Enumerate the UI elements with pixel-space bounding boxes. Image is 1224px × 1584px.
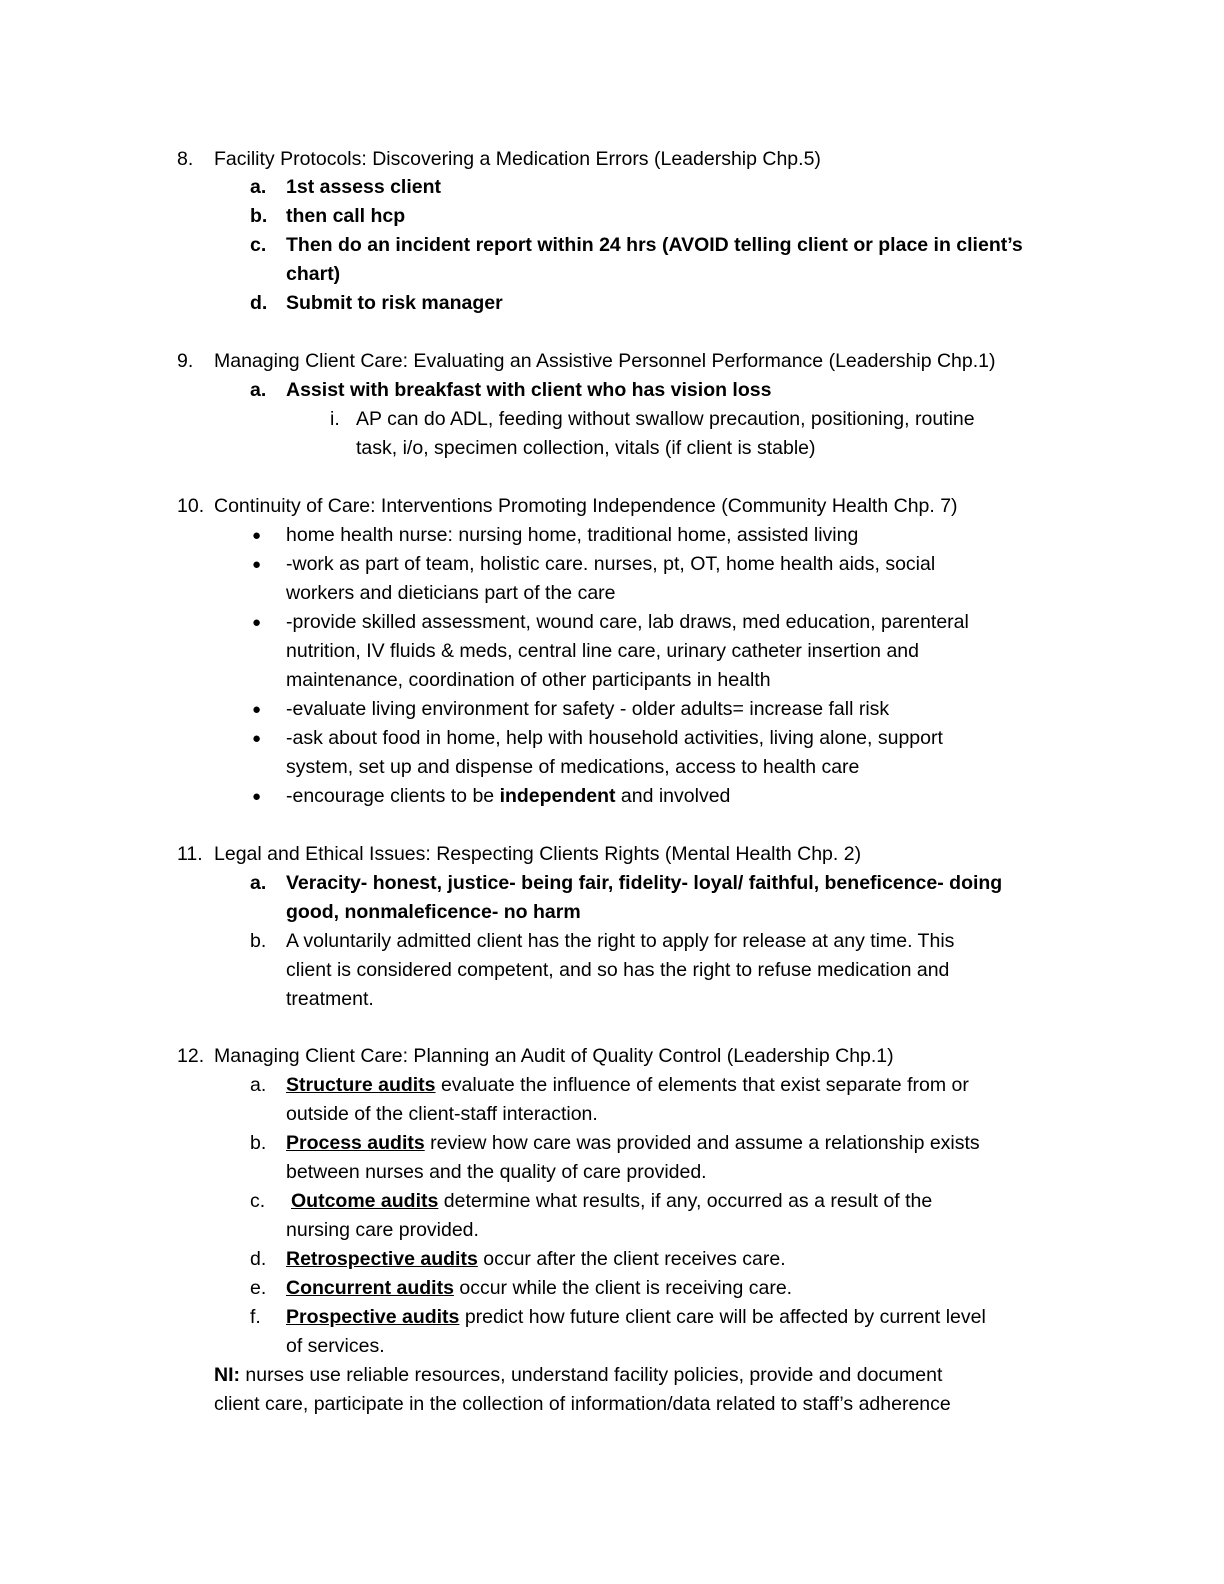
bullet-item: -provide skilled assessment, wound care, lab draws, med education, parenteral [286, 611, 969, 633]
section-number: 11. [177, 843, 203, 865]
bullet-text: and involved [615, 785, 731, 807]
bullet-icon: ● [252, 527, 262, 544]
list-marker: b. [250, 205, 268, 227]
audit-term: Process audits [286, 1132, 425, 1154]
audit-description: occur while the client is receiving care. [453, 1277, 793, 1299]
list-marker: e. [250, 1277, 267, 1299]
list-item: 1st assess client [286, 176, 442, 198]
list-item: A voluntarily admitted client has the right to apply for release at any time. This [286, 930, 955, 952]
bullet-icon: ● [252, 614, 262, 631]
audit-description: evaluate the influence of elements that exist separate from or [435, 1074, 969, 1096]
list-marker: f. [250, 1306, 261, 1328]
list-item: Then do an incident report within 24 hrs (AVOID telling client or place in client’s [286, 234, 1023, 256]
sublist-item-continuation: task, i/o, specimen collection, vitals (if client is stable) [356, 437, 816, 459]
list-item-continuation: nursing care provided. [286, 1219, 479, 1241]
section-number: 9. [177, 350, 194, 372]
list-marker: d. [250, 292, 268, 314]
bullet-item [286, 782, 730, 811]
audit-description: review how care was provided and assume a relationship exists [424, 1132, 980, 1154]
list-marker: d. [250, 1248, 267, 1270]
list-item [286, 1071, 969, 1100]
bullet-item: -evaluate living environment for safety - older adults= increase fall risk [286, 698, 890, 720]
list-item [291, 1187, 932, 1216]
bullet-item: home health nurse: nursing home, traditional home, assisted living [286, 524, 859, 546]
sublist-item: AP can do ADL, feeding without swallow precaution, positioning, routine [356, 408, 975, 430]
section-heading: Continuity of Care: Interventions Promoting Independence (Community Health Chp. 7) [214, 495, 958, 517]
list-item [286, 1129, 980, 1158]
list-marker: c. [250, 234, 267, 256]
bullet-item-continuation: system, set up and dispense of medications, access to health care [286, 756, 860, 778]
section-heading: Legal and Ethical Issues: Respecting Clients Rights (Mental Health Chp. 2) [214, 843, 862, 865]
bullet-item-continuation: workers and dieticians part of the care [286, 582, 616, 604]
bullet-icon: ● [252, 788, 262, 805]
list-item [286, 1245, 786, 1274]
note-label: NI: [214, 1364, 240, 1386]
list-item: Submit to risk manager [286, 292, 503, 314]
sublist-marker: i. [330, 408, 340, 430]
list-item: then call hcp [286, 205, 406, 227]
bullet-text: -encourage clients to be [286, 785, 500, 807]
bullet-icon: ● [252, 701, 262, 718]
audit-term: Structure audits [286, 1074, 436, 1096]
note-text: nurses use reliable resources, understand facility policies, provide and document [240, 1364, 943, 1386]
emphasis-text: independent [499, 785, 616, 807]
bullet-icon: ● [252, 730, 262, 747]
list-marker: a. [250, 1074, 267, 1096]
section-number: 12. [177, 1045, 205, 1067]
list-item-continuation: good, nonmaleficence- no harm [286, 901, 581, 923]
audit-term: Prospective audits [286, 1306, 460, 1328]
list-item-continuation: of services. [286, 1335, 385, 1357]
audit-term: Concurrent audits [286, 1277, 454, 1299]
list-item-continuation: chart) [286, 263, 341, 285]
bullet-icon: ● [252, 556, 262, 573]
audit-description: occur after the client receives care. [477, 1248, 786, 1270]
audit-description: predict how future client care will be affected by current level [459, 1306, 986, 1328]
bullet-item: -work as part of team, holistic care. nurses, pt, OT, home health aids, social [286, 553, 936, 575]
section-number: 10. [177, 495, 205, 517]
list-item [286, 1274, 792, 1303]
list-marker: b. [250, 930, 267, 952]
list-item-continuation: between nurses and the quality of care provided. [286, 1161, 707, 1183]
list-marker: a. [250, 872, 267, 894]
list-marker: b. [250, 1132, 267, 1154]
section-heading: Facility Protocols: Discovering a Medication Errors (Leadership Chp.5) [214, 148, 821, 170]
bullet-item: -ask about food in home, help with household activities, living alone, support [286, 727, 943, 749]
section-heading: Managing Client Care: Evaluating an Assistive Personnel Performance (Leadership Chp.1) [214, 350, 996, 372]
section-number: 8. [177, 148, 194, 170]
list-item-continuation: outside of the client-staff interaction. [286, 1103, 598, 1125]
bullet-item-continuation: nutrition, IV fluids & meds, central line care, urinary catheter insertion and [286, 640, 919, 662]
list-item: Veracity- honest, justice- being fair, fidelity- loyal/ faithful, beneficence- doing [286, 872, 1003, 894]
audit-term: Outcome audits [291, 1190, 439, 1212]
bullet-item-continuation: maintenance, coordination of other participants in health [286, 669, 771, 691]
list-marker: c. [250, 1190, 266, 1212]
audit-term: Retrospective audits [286, 1248, 478, 1270]
list-item-continuation: treatment. [286, 988, 374, 1010]
list-item [286, 1303, 986, 1332]
audit-description: determine what results, if any, occurred as a result of the [438, 1190, 933, 1212]
list-item-continuation: client is considered competent, and so has the right to refuse medication and [286, 959, 950, 981]
section-heading: Managing Client Care: Planning an Audit of Quality Control (Leadership Chp.1) [214, 1045, 894, 1067]
note-paragraph-continuation: client care, participate in the collection of information/data related to staff’s adherence [214, 1393, 951, 1415]
list-marker: a. [250, 176, 267, 198]
note-paragraph [214, 1361, 942, 1390]
list-marker: a. [250, 379, 267, 401]
list-item: Assist with breakfast with client who has vision loss [286, 379, 772, 401]
